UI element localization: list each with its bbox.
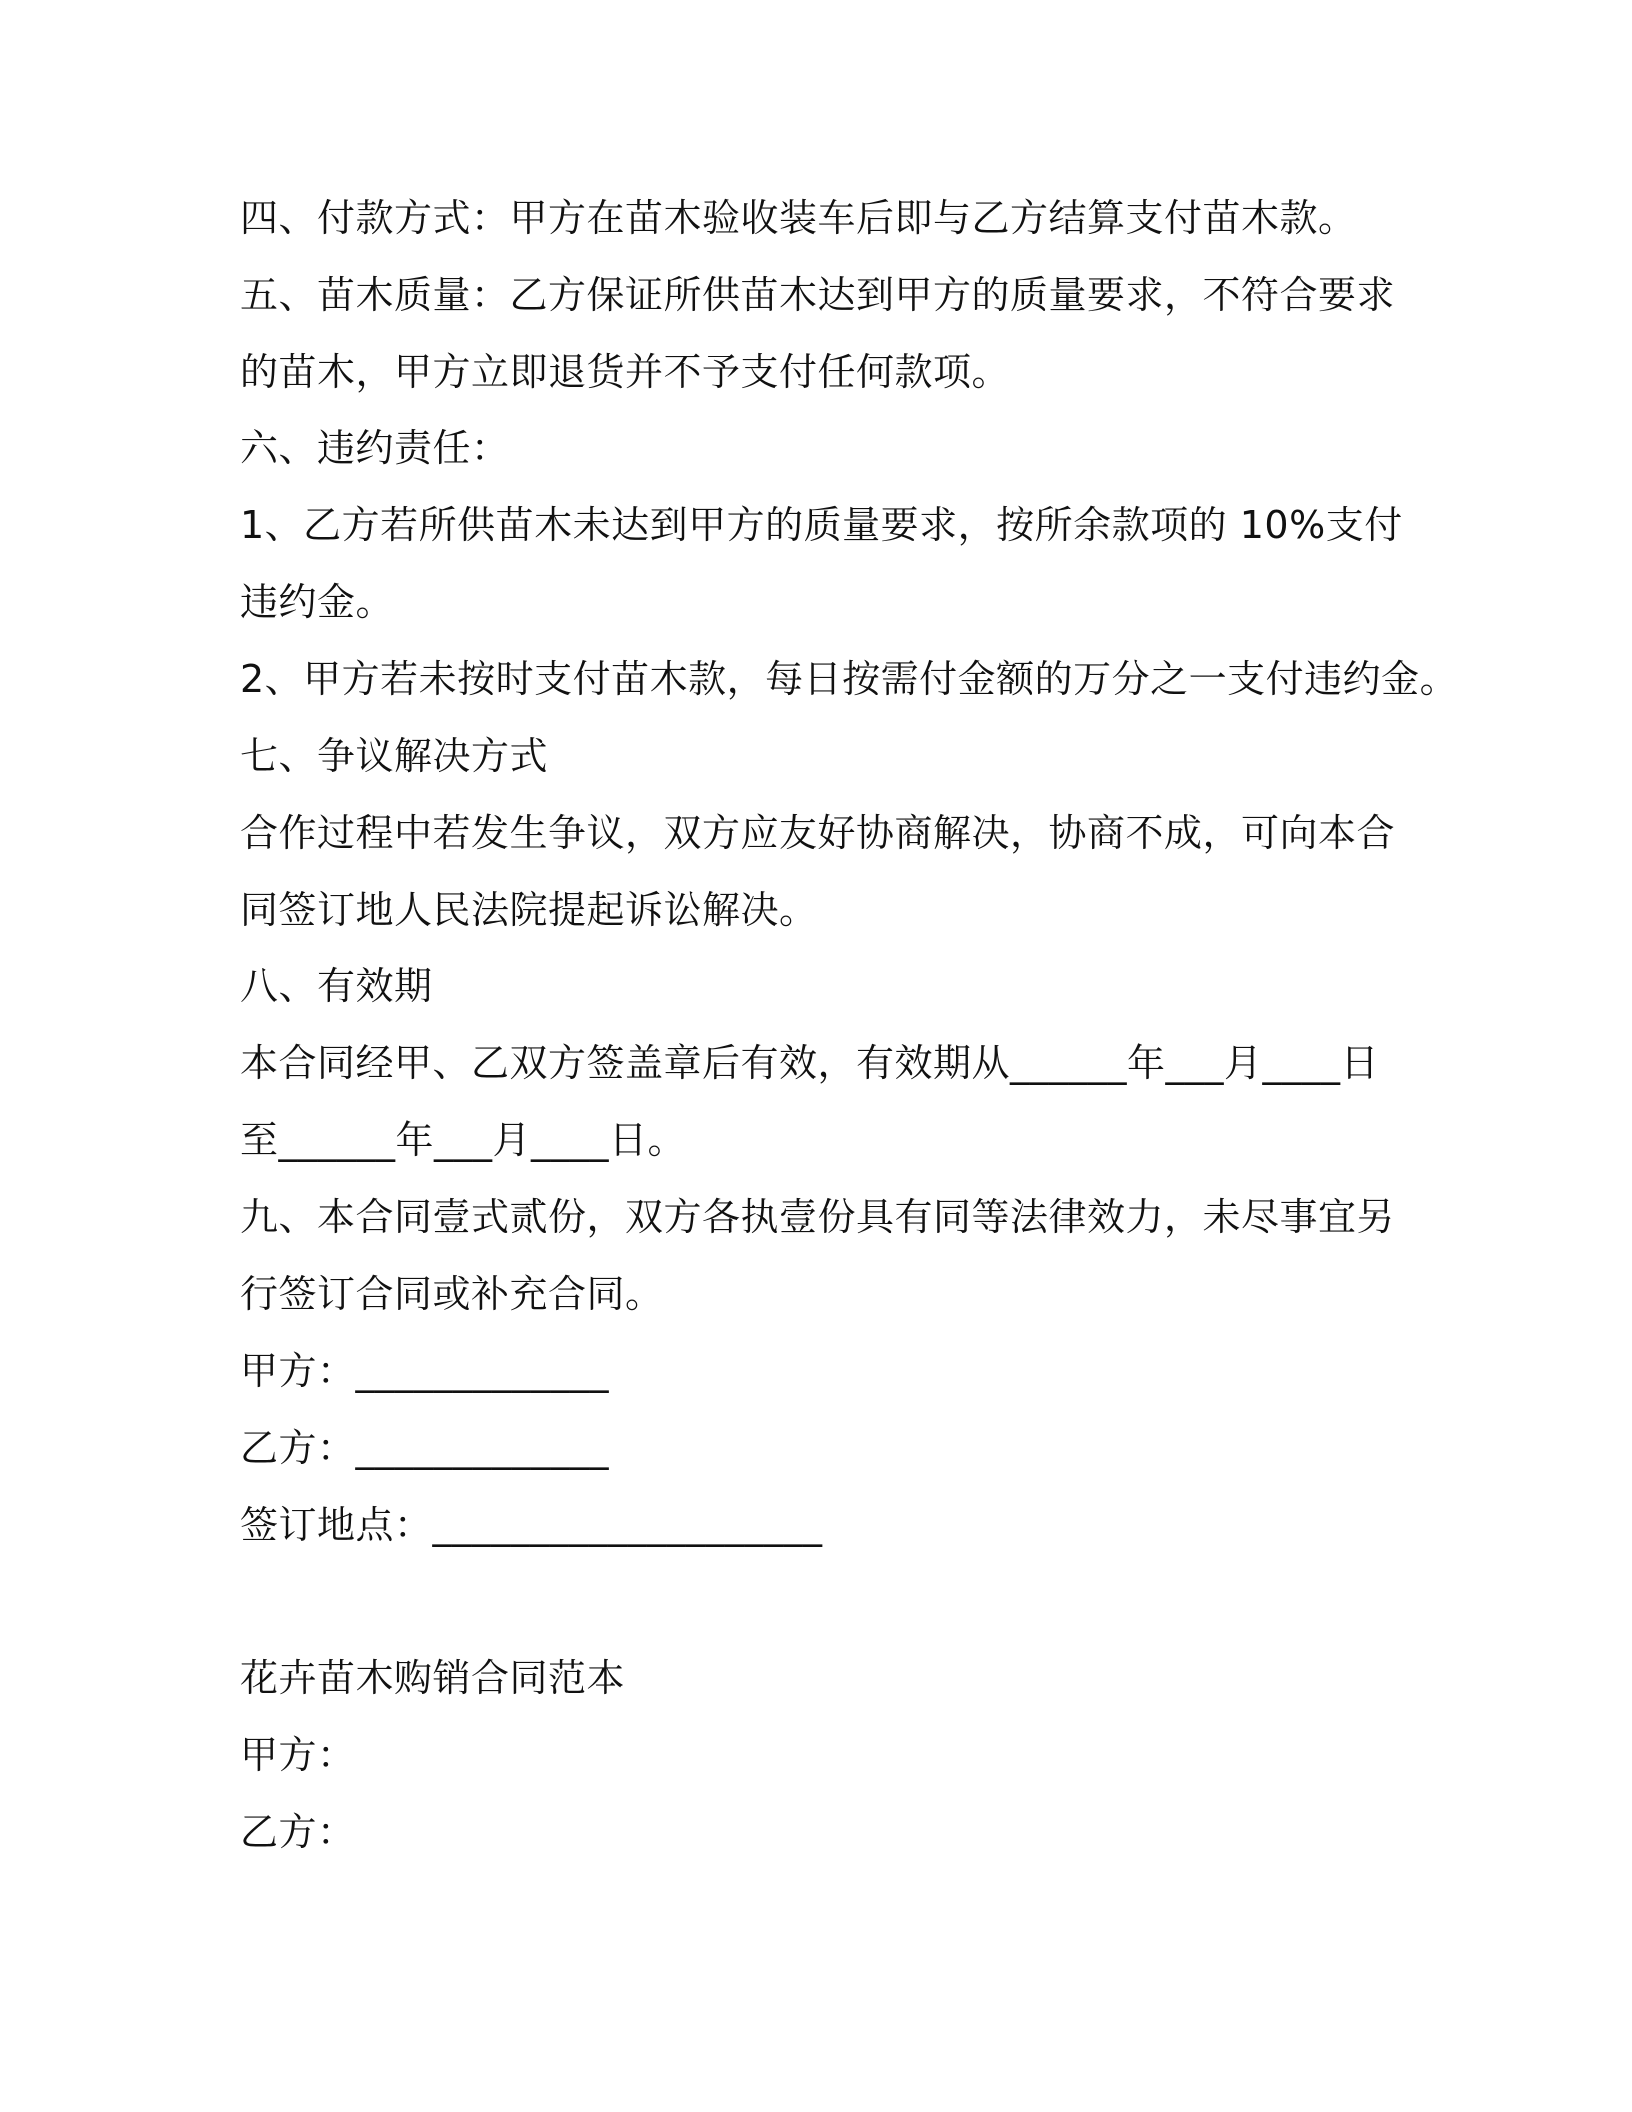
clause-8-body-line-2: 至______年___月____日。 [240, 1118, 687, 1162]
signing-location-line: 签订地点：____________________ [240, 1503, 823, 1547]
party-b-signature-line: 乙方：_____________ [240, 1426, 610, 1470]
clause-6-item-1-line-2: 违约金。 [240, 580, 395, 624]
clause-4-payment-method: 四、付款方式：甲方在苗木验收装车后即与乙方结算支付苗木款。 [240, 196, 1357, 240]
clause-9-line-2: 行签订合同或补充合同。 [240, 1272, 664, 1316]
clause-5-seedling-quality-line-1: 五、苗木质量：乙方保证所供苗木达到甲方的质量要求，不符合要求 [240, 273, 1396, 317]
party-a-label: 甲方： [240, 1733, 356, 1777]
contract-template-title: 花卉苗木购销合同范本 [240, 1656, 626, 1700]
clause-7-body-line-2: 同签订地人民法院提起诉讼解决。 [240, 888, 818, 932]
clause-6-item-1-line-1: 1、乙方若所供苗木未达到甲方的质量要求，按所余款项的 10%支付 [240, 503, 1403, 547]
clause-8-heading: 八、有效期 [240, 964, 433, 1008]
clause-9-line-1: 九、本合同壹式贰份，双方各执壹份具有同等法律效力，未尽事宜另 [240, 1195, 1396, 1239]
party-a-signature-line: 甲方：_____________ [240, 1349, 610, 1393]
party-b-label: 乙方： [240, 1810, 356, 1854]
clause-6-heading: 六、违约责任： [240, 426, 510, 470]
clause-7-heading: 七、争议解决方式 [240, 734, 549, 778]
clause-7-body-line-1: 合作过程中若发生争议，双方应友好协商解决，协商不成，可向本合 [240, 811, 1396, 855]
clause-5-seedling-quality-line-2: 的苗木，甲方立即退货并不予支付任何款项。 [240, 350, 1011, 394]
clause-6-item-2: 2、甲方若未按时支付苗木款，每日按需付金额的万分之一支付违约金。 [240, 657, 1459, 701]
clause-8-body-line-1: 本合同经甲、乙双方签盖章后有效，有效期从______年___月____日 [240, 1041, 1380, 1085]
